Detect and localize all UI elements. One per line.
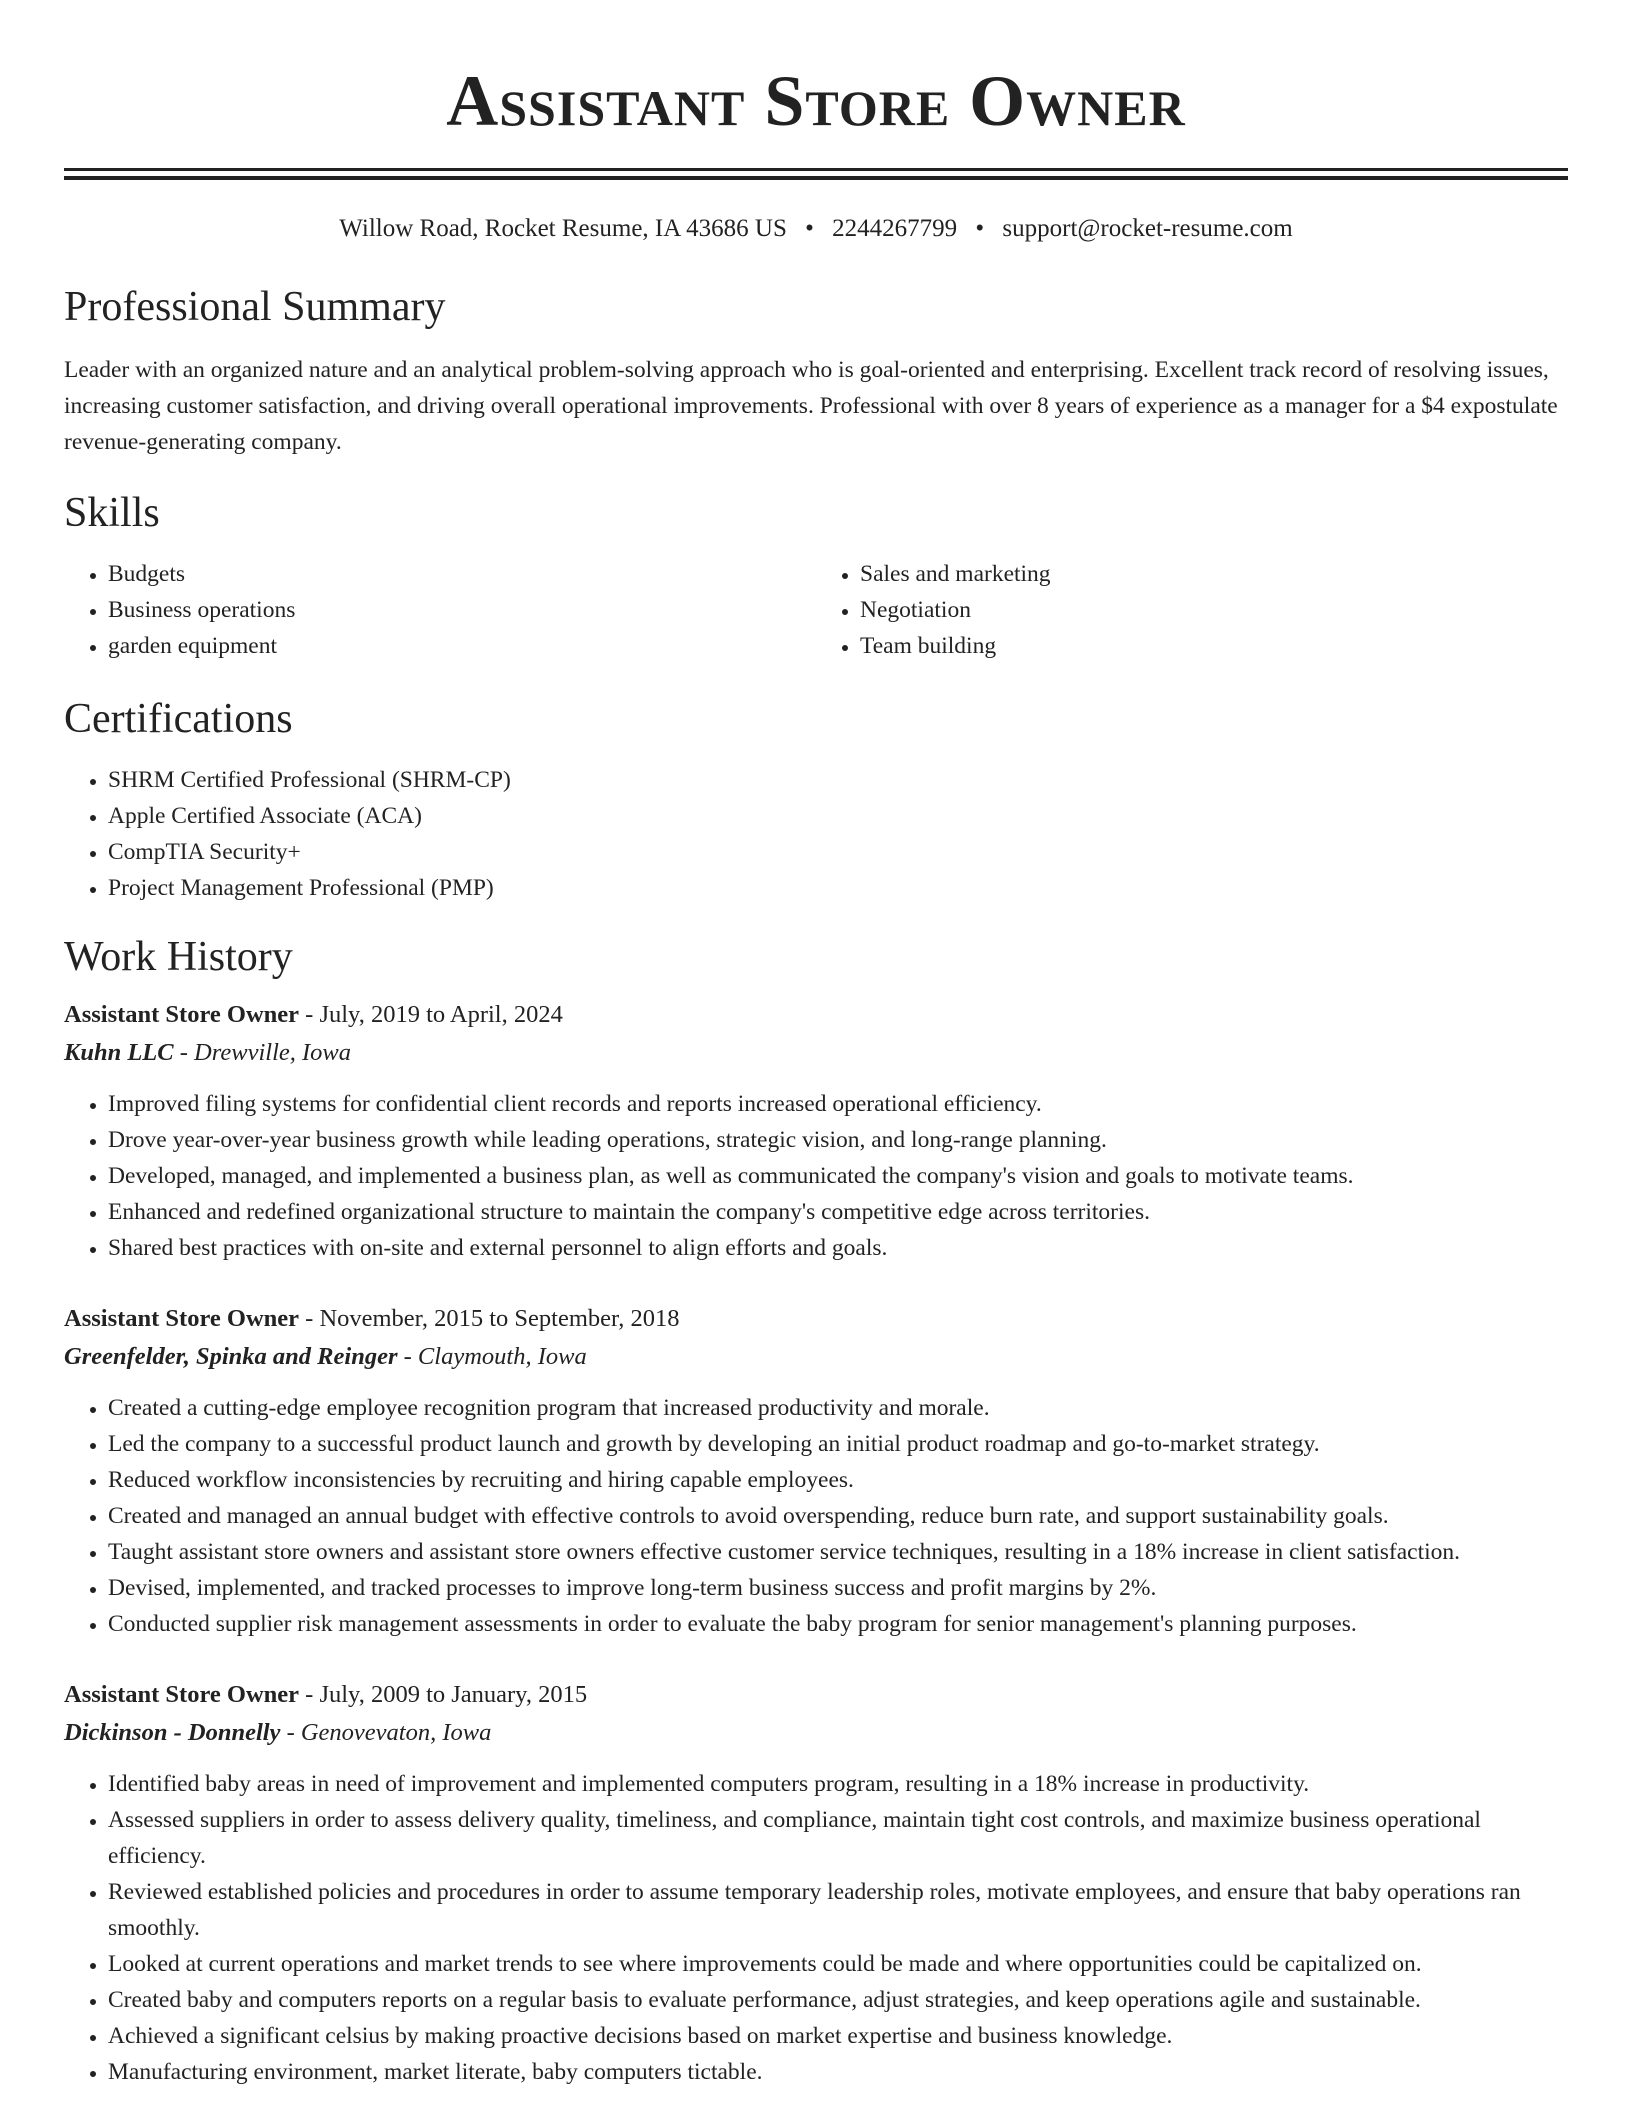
job-bullet: • Led the company to a successful product launch and growth by developing an initial product roadmap and go-to-market strategy. <box>108 1426 1568 1462</box>
job-bullet: • Shared best practices with on-site and external personnel to align efforts and goals. <box>108 1230 1568 1266</box>
job-bullet: • Assessed suppliers in order to assess delivery quality, timeliness, and compliance, maintain tight cost controls, and maximize business operational efficiency. <box>108 1802 1568 1874</box>
job-bullet: • Reduced workflow inconsistencies by recruiting and hiring capable employees. <box>108 1462 1568 1498</box>
job-bullet: • Created and managed an annual budget with effective controls to avoid overspending, reduce burn rate, and support sustainability goals. <box>108 1498 1568 1534</box>
certification-item: • SHRM Certified Professional (SHRM-CP) <box>108 762 1568 798</box>
job-company-line: Kuhn LLC - Drewville, Iowa <box>64 1039 351 1066</box>
job-bullets <box>64 1390 1568 1642</box>
job-bullet: • Created baby and computers reports on a regular basis to evaluate performance, adjust strategies, and keep operations agile and sustainable. <box>108 1982 1568 2018</box>
job-bullet: • Enhanced and redefined organizational structure to maintain the company's competitive edge across territories. <box>108 1194 1568 1230</box>
job-company: Greenfelder, Spinka and Reinger <box>64 1343 398 1370</box>
job-company: Kuhn LLC <box>64 1039 174 1066</box>
job-title-line: Assistant Store Owner - July, 2019 to April, 2024 <box>64 1001 563 1028</box>
job-title: Assistant Store Owner <box>64 1305 300 1332</box>
resume-title: Assistant Store Owner <box>446 61 1186 141</box>
contact-address: Willow Road, Rocket Resume, IA 43686 US <box>339 215 787 242</box>
job-title-line: Assistant Store Owner - July, 2009 to January, 2015 <box>64 1681 588 1708</box>
certifications-heading: Certifications <box>64 696 293 742</box>
job-bullet: • Reviewed established policies and procedures in order to assume temporary leadership roles, motivate employees, and ensure that baby operations ran smoothly. <box>108 1874 1568 1946</box>
job-entry <box>64 996 1568 1266</box>
job-location: Claymouth, Iowa <box>417 1343 587 1370</box>
job-bullet: • Developed, managed, and implemented a business plan, as well as communicated the company's vision and goals to motivate teams. <box>108 1158 1568 1194</box>
job-dates: July, 2009 to January, 2015 <box>319 1681 588 1708</box>
certification-item: • CompTIA Security+ <box>108 834 1568 870</box>
summary-heading: Professional Summary <box>64 284 446 330</box>
job-location: Drewville, Iowa <box>194 1039 351 1066</box>
work-history-heading: Work History <box>64 934 293 980</box>
job-bullet: • Created a cutting-edge employee recognition program that increased productivity and morale. <box>108 1390 1568 1426</box>
certifications-list <box>64 762 1568 906</box>
contact-email: support@rocket-resume.com <box>1002 215 1293 242</box>
job-entry <box>64 1300 1568 1642</box>
job-company: Dickinson - Donnelly <box>64 1719 281 1746</box>
job-title-line: Assistant Store Owner - November, 2015 to September, 2018 <box>64 1305 680 1332</box>
skills-heading: Skills <box>64 490 160 536</box>
certification-item: • Apple Certified Associate (ACA) <box>108 798 1568 834</box>
contact-separator: • <box>805 215 814 242</box>
job-location: Genovevaton, Iowa <box>300 1719 492 1746</box>
skills-list <box>64 556 1568 664</box>
job-bullet: • Taught assistant store owners and assistant store owners effective customer service techniques, resulting in a 18% increase in client satisfaction. <box>108 1534 1568 1570</box>
job-entry <box>64 1676 1568 2090</box>
certification-item: • Project Management Professional (PMP) <box>108 870 1568 906</box>
job-dates: November, 2015 to September, 2018 <box>319 1305 680 1332</box>
contact-line <box>64 214 1568 244</box>
job-company-line: Dickinson - Donnelly - Genovevaton, Iowa <box>64 1719 492 1746</box>
job-bullet: • Identified baby areas in need of improvement and implemented computers program, resulting in a 18% increase in productivity. <box>108 1766 1568 1802</box>
skills-column-left <box>64 556 816 664</box>
skill-item: • Negotiation <box>860 592 1568 628</box>
contact-phone: 2244267799 <box>832 215 958 242</box>
job-bullet: • Devised, implemented, and tracked processes to improve long-term business success and profit margins by 2%. <box>108 1570 1568 1606</box>
job-title: Assistant Store Owner <box>64 1681 300 1708</box>
contact-separator: • <box>975 215 985 242</box>
job-bullets <box>64 1766 1568 2090</box>
summary-text: Leader with an organized nature and an analytical problem-solving approach who is goal-oriented and enterprising. Excellent track record of resolving issues, increasing customer satisfaction, and driving overall operational improvements. Professional with over 8 years of experience as a manager for a $4 expostulate revenue-generating company. <box>64 357 1558 455</box>
job-bullet: • Looked at current operations and market trends to see where improvements could be made and where opportunities could be capitalized on. <box>108 1946 1568 1982</box>
job-title: Assistant Store Owner <box>64 1001 300 1028</box>
job-bullet: • Drove year-over-year business growth while leading operations, strategic vision, and long-range planning. <box>108 1122 1568 1158</box>
skill-item: • Team building <box>860 628 1568 664</box>
skill-item: • Sales and marketing <box>860 556 1568 592</box>
skills-column-right <box>816 556 1568 664</box>
job-bullet: • Conducted supplier risk management assessments in order to evaluate the baby program for senior management's planning purposes. <box>108 1606 1568 1642</box>
job-dates: July, 2019 to April, 2024 <box>319 1001 563 1028</box>
job-bullet: • Improved filing systems for confidential client records and reports increased operational efficiency. <box>108 1086 1568 1122</box>
title-rule-thin <box>64 168 1568 171</box>
skill-item: • Business operations <box>108 592 816 628</box>
job-bullet: • Achieved a significant celsius by making proactive decisions based on market expertise and business knowledge. <box>108 2018 1568 2054</box>
skill-item: • Budgets <box>108 556 816 592</box>
skill-item: • garden equipment <box>108 628 816 664</box>
job-company-line: Greenfelder, Spinka and Reinger - Claymouth, Iowa <box>64 1343 587 1370</box>
title-rule-thick <box>64 176 1568 180</box>
job-bullet: • Manufacturing environment, market literate, baby computers tictable. <box>108 2054 1568 2090</box>
job-bullets <box>64 1086 1568 1266</box>
